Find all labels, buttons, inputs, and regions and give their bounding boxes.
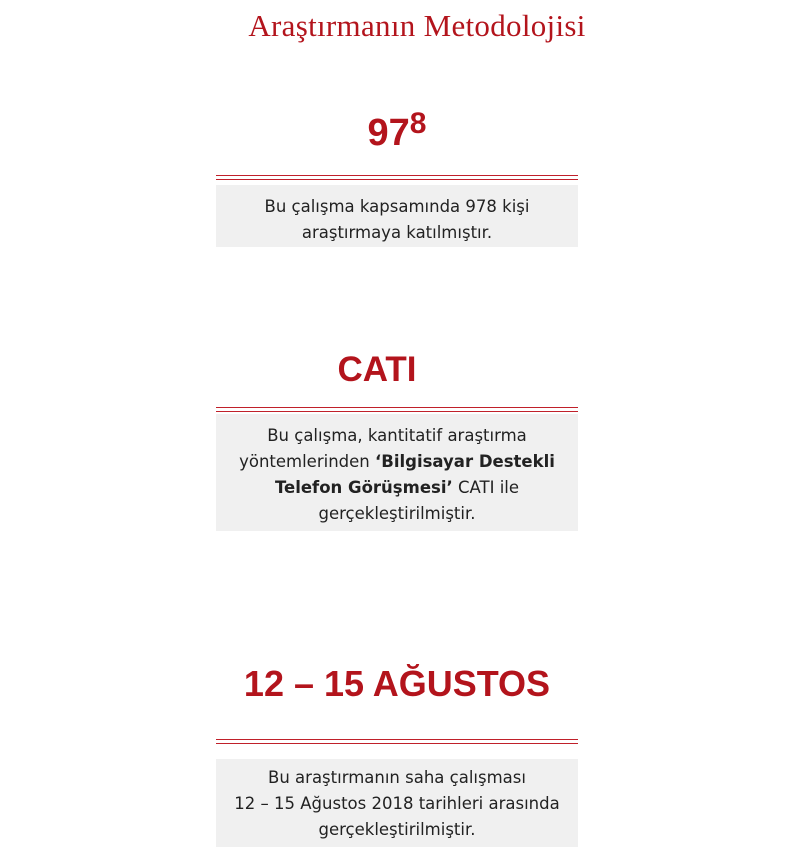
dates-info-line3: gerçekleştirilmiştir.	[318, 820, 476, 839]
method-info-bold-term: ‘Bilgisayar Destekli Telefon Görüşmesi’	[274, 452, 555, 497]
dates-info-box	[216, 759, 578, 847]
method-divider	[216, 407, 578, 412]
method-info-suffix: CATI ile gerçekleştirilmiştir.	[318, 478, 520, 523]
dates-info-line1: Bu araştırmanın saha çalışması	[268, 768, 526, 787]
dates-divider	[216, 739, 578, 744]
dates-info-line2: 12 – 15 Ağustos 2018 tarihleri arasında	[234, 794, 560, 813]
participant-divider	[216, 175, 578, 180]
method-heading: CATI	[337, 350, 417, 389]
dates-heading: 12 – 15 AĞUSTOS	[243, 663, 551, 704]
participant-count-heading	[0, 107, 794, 155]
page-title: Araştırmanın Metodolojisi	[248, 8, 586, 43]
method-info-box	[216, 414, 578, 531]
participant-info-text: Bu çalışma kapsamında 978 kişi araştırmaya katılmıştır.	[264, 197, 530, 242]
method-info-rest	[234, 449, 560, 527]
participant-count-superscript: 8	[409, 107, 427, 140]
participant-count-main: 97	[367, 112, 410, 154]
method-info-prefix: yöntemlerinden	[239, 452, 375, 471]
participant-info-box	[216, 185, 578, 247]
method-info-line1: Bu çalışma, kantitatif araştırma	[267, 426, 527, 445]
